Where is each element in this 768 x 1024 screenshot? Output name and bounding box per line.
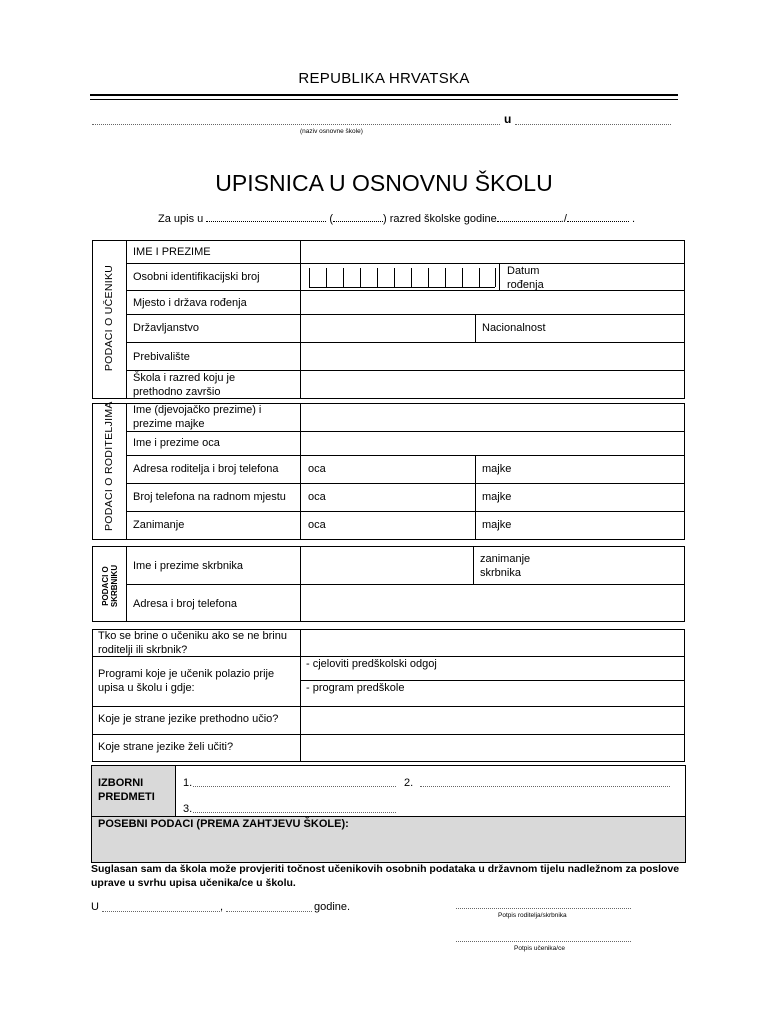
birthplace-label: Mjesto i država rođenja (133, 297, 247, 309)
guardian-label-1: PODACI O (101, 566, 110, 606)
enroll-part3: ) razred školske godine (383, 213, 497, 225)
elective-1-line[interactable] (193, 786, 396, 787)
work-phone-mother-col: majke (482, 491, 512, 503)
year-label: godine. (314, 901, 351, 913)
address-label: Adresa roditelja i broj telefona (133, 463, 279, 475)
page-title: UPISNICA U OSNOVNU ŠKOLU (215, 170, 553, 196)
languages-wanted-label: Koje strane jezike želi učiti? (98, 741, 234, 753)
enroll-part5: . (631, 213, 636, 225)
place-label: U (91, 901, 99, 913)
nationality-label: Nacionalnost (482, 322, 546, 334)
father-label: Ime i prezime oca (133, 437, 220, 449)
parent-signature-caption: Potpis roditelja/skrbnika (498, 912, 567, 919)
date-line[interactable] (226, 911, 312, 912)
enroll-line (158, 213, 635, 225)
elective-1-number: 1. (183, 777, 193, 789)
elective-3-number: 3. (183, 803, 193, 815)
enroll-part4: ./ (560, 213, 567, 225)
citizenship-label: Državljanstvo (133, 322, 200, 334)
guardian-name-label: Ime i prezime skrbnika (133, 560, 244, 572)
place-line (515, 124, 671, 125)
guardian-section-label (101, 551, 119, 621)
elective-2-line[interactable] (420, 786, 670, 787)
pupil-section-label: PODACI O UČENIKU (103, 264, 115, 372)
electives-label: IZBORNI PREDMETI (98, 777, 155, 803)
work-phone-father-col: oca (308, 491, 326, 503)
address-father-col: oca (308, 463, 326, 475)
pupil-signature-line[interactable] (456, 941, 631, 942)
care-label: Tko se brine o učeniku ako se ne brinu roditelji ili skrbnik? (98, 630, 287, 656)
school-caption: (naziv osnovne škole) (300, 128, 363, 135)
special-label: POSEBNI PODACI (PREMA ZAHTJEVU ŠKOLE): (98, 818, 349, 830)
guardian-address-label: Adresa i broj telefona (133, 598, 237, 610)
elective-2-number: 2. (404, 777, 414, 789)
oib-field[interactable] (309, 268, 495, 288)
parents-section-label: PODACI O RODITELJIMA (103, 401, 115, 531)
comma: , (220, 901, 224, 913)
header-rule-1 (90, 94, 678, 96)
oib-label: Osobni identifikacijski broj (133, 271, 260, 283)
mother-label: Ime (djevojačko prezime) i prezime majke (133, 404, 262, 430)
work-phone-label: Broj telefona na radnom mjestu (133, 491, 286, 503)
occupation-father-col: oca (308, 519, 326, 531)
address-mother-col: majke (482, 463, 512, 475)
place-date-line[interactable] (102, 911, 220, 912)
programs-label: Programi koje je učenik polazio prije upisa u školu i gdje: (98, 668, 275, 694)
country-title: REPUBLIKA HRVATSKA (298, 70, 470, 87)
pupil-name-field[interactable] (301, 241, 684, 263)
pupil-name-label: IME I PREZIME (133, 246, 211, 258)
consent-text: Suglasan sam da škola može provjeriti točnost učenikovih osobnih podataka u državnom tijelu nadležnom za poslove uprave u svrhu upisa učenika/ce u školu. (91, 863, 680, 889)
elective-3-line[interactable] (193, 812, 396, 813)
occupation-label: Zanimanje (133, 519, 185, 531)
residence-label: Prebivalište (133, 351, 190, 363)
parent-signature-line[interactable] (456, 908, 631, 909)
school-name-line (92, 124, 500, 125)
in-label: u (504, 112, 512, 126)
pupil-signature-caption: Potpis učenika/ce (514, 945, 565, 952)
guardian-occupation-label: zanimanje skrbnika (480, 553, 531, 579)
program-1: - cjeloviti predškolski odgoj (306, 658, 437, 670)
enroll-part1: Za upis u (158, 213, 204, 225)
guardian-label-2: SKRBNIKU (110, 564, 119, 608)
languages-learned-label: Koje je strane jezike prethodno učio? (98, 713, 279, 725)
program-2: - program predškole (306, 682, 405, 694)
occupation-mother-col: majke (482, 519, 512, 531)
header-rule-2 (90, 99, 678, 100)
prev-school-label: Škola i razred koju je prethodno završio (133, 372, 236, 398)
dob-label: Datum rođenja (507, 265, 544, 291)
enroll-part2: ( (329, 213, 334, 225)
